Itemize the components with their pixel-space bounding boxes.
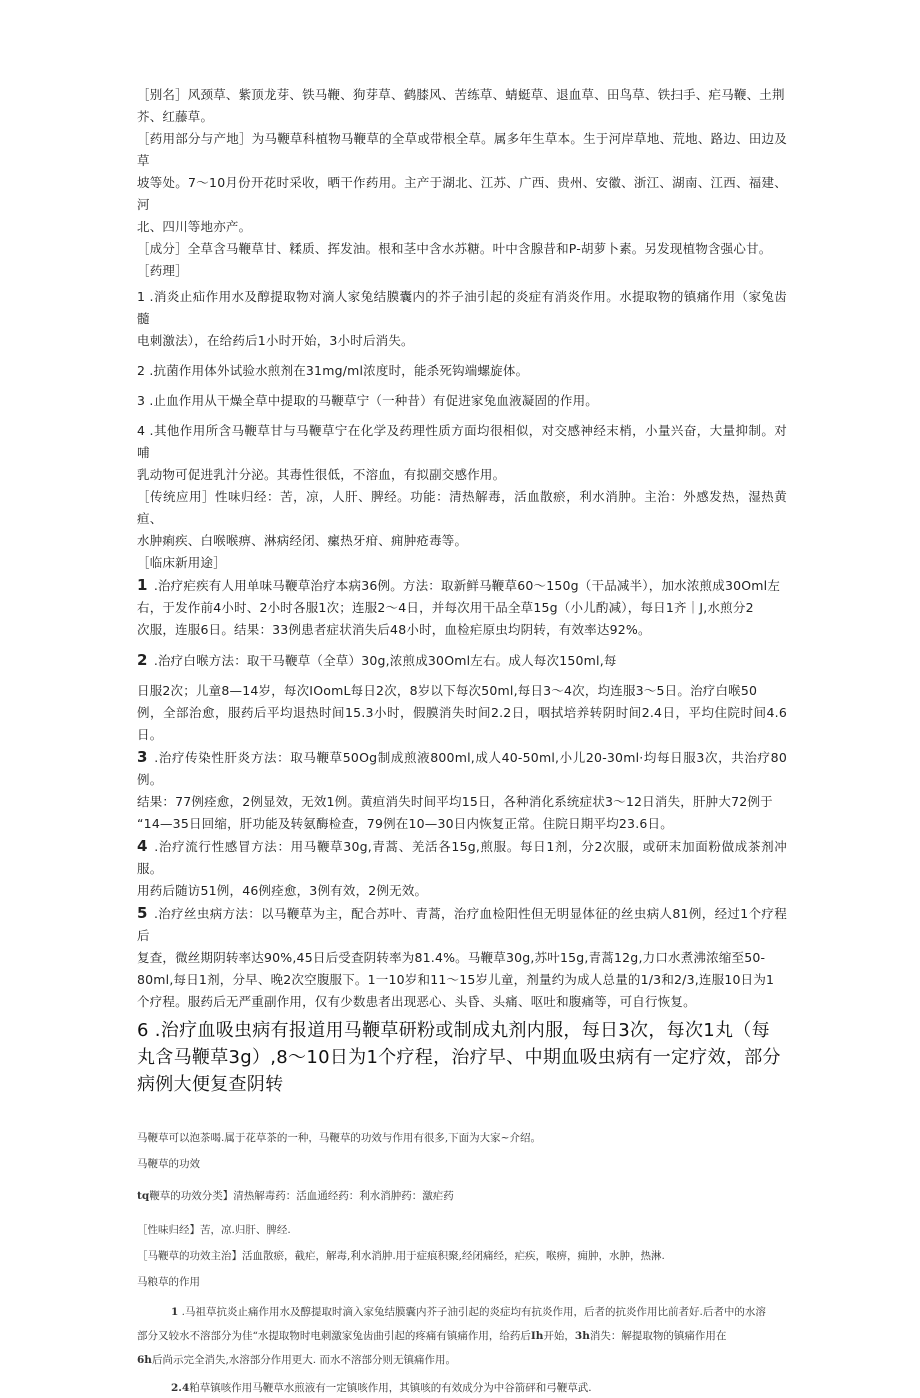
item-number: 1 [137,576,148,594]
section-spacer [137,1098,787,1128]
item-text: 开始， [543,1330,575,1342]
effect-heading: 马粮草的作用 [137,1276,200,1288]
dose-hours: Ih [530,1330,544,1342]
dose-hours: 6h [137,1354,152,1366]
tea-intro: 马鞭草可以泡茶喝.属于花草茶的一种，马鞭草的功效与作用有很多,下面为大家~介绍。 [137,1132,541,1144]
pharmacology-item-3 [137,390,787,412]
clinical-item-2 [137,649,787,672]
item-text: 复查，微丝期阴转率达90%,45日后受查阴转率为81.4%。马鞭草30g,苏叶15g,青蒿12g,力口水煮沸浓缩至50- [137,950,766,965]
item-text: 日服2次；儿童8—14岁，每次IOomL每日2次，8岁以下每次50ml,每日3〜4次，均连服3〜5日。治疗白喉50 [137,683,758,698]
pharmacology-item-2 [137,360,787,382]
item-number: 3 [137,748,148,766]
origin-line-3: 北、四川等地亦产。 [137,219,252,234]
item-text: .治疗流行性感冒方法：用马鞭草30g,青蒿、羌活各15g,煎服。每日1剂，分2次服，或研末加面粉做成茶剂冲服。 [137,839,787,876]
traditional-use-paragraph [137,486,787,552]
item-text: .止血作用从干燥全草中提取的马鞭草宁（一种昔）有促进家兔血液凝固的作用。 [145,393,599,408]
clinical-item-6 [137,1017,787,1098]
component-paragraph: ［成分］全草含马鞭草甘、糅质、挥发油。根和茎中含水苏糖。叶中含腺昔和P-胡萝卜素。另发现植物含强心甘。 [137,241,772,256]
origin-line-2: 坡等处。7〜10月份开花时采收，晒干作药用。主产于湖北、江苏、广西、贵州、安徽、浙江、湖南、江西、福建、河 [137,175,787,212]
item-number: 5 [137,904,148,922]
item-text: 右，于发作前4小时、2小时各服1次；连服2〜4日，并每次用干品全草15g（小儿酌减），每日1齐｜J,水煎分2 [137,600,754,615]
pharmacology-item-4 [137,420,787,486]
clinical-item-5 [137,902,787,1013]
taste-meridian: ［性味归经】苦，凉.归肝、脾经. [137,1224,291,1236]
item-text: 丸含马鞭草3g）,8〜10日为1个疗程，治疗早、中期血吸虫病有一定疗效，部分 [137,1047,781,1068]
pharmacology-heading: ［药理］ [137,263,188,278]
item-text: 电刺激法），在给药后1小时开始，3小时后消失。 [137,333,414,348]
item-text: .消炎止疝作用水及醇提取物对滴人家兔结膜囊内的芥子油引起的炎症有消炎作用。水提取物的镇痛作用（家兔齿髓 [137,289,787,326]
efficacy-class-text: 鞭草的功效分类】清热解毒药：活血通经药：利水消肿药：激疟药 [149,1190,454,1202]
item-text: 病例大便复查阴转 [137,1074,284,1095]
item-text: .抗菌作用体外试验水煎剂在31mg/ml浓度时，能杀死钩端螺旋体。 [145,363,529,378]
item-number: 3 [137,393,146,408]
item-text: .马祖草抗炎止痛作用水及醇提取时滴入家兔结膜囊内芥子油引起的炎症均有抗炎作用，后者的抗炎作用比前者好.后者中的水溶 [178,1306,766,1318]
alias-paragraph [137,84,787,128]
item-text: .其他作用所含马鞭草甘与马鞭草宁在化学及药理性质方面均很相似，对交感神经末梢，小量兴奋，大量抑制。对哺 [137,423,787,460]
item-number: 2.4 [171,1382,190,1394]
item-text: 个疗程。服药后无严重副作用，仅有少数患者出现恶心、头昏、头痛、呕吐和腹痛等，可自行恢复。 [137,994,696,1009]
item-number: 1 [171,1306,179,1318]
item-text: 例，全部治愈，服药后平均退热时间15.3小时，假膜消失时间2.2日，咽拭培养转阴时间2.4日，平均住院时间4.6日。 [137,705,787,742]
clinical-item-3 [137,746,787,835]
clinical-item-1 [137,574,787,641]
item-text: .治疗丝虫病方法：以马鞭草为主，配合苏叶、青蒿，治疗血检阳性但无明显体征的丝虫病人81例，经过1个疗程后 [137,906,787,943]
clinical-item-2-continued [137,680,787,746]
effect-item-1 [137,1300,787,1372]
item-text: 部分又较水不溶部分为佳“水提取物时电刺激家兔齿曲引起的疼痛有镇痛作用，给药后 [137,1330,531,1342]
item-number: 2 [137,363,146,378]
item-text: 6 .治疗血吸虫病有报道用马鞭草研粉或制成丸剂内服，每日3次，每次1丸（每 [137,1020,770,1041]
item-text: 粕草镇咳作用马鞭草水煎液有一定镇咳作用，其镇咳的有效成分为中谷箭砰和弓鞭草武. [189,1382,592,1394]
clinical-item-4 [137,835,787,902]
item-number: 1 [137,289,146,304]
origin-line-1: ［药用部分与产地］为马鞭草科植物马鞭草的全草或带根全草。属多年生草本。生于河岸草地、荒地、路边、田边及草 [137,131,787,168]
item-text: “14—35日回缩，肝功能及转氨酶检查，79例在10—30日内恢复正常。住院日期平均23.6日。 [137,816,673,831]
item-text: 后尚示完全消失,水溶部分作用更大. 而水不溶部分则无镇痛作用。 [151,1354,456,1366]
alias-line-2: 芥、红藤草。 [137,109,214,124]
item-text: 80ml,每日1剂，分早、晚2次空腹服下。1一10岁和11〜15岁儿童，剂量约为成人总量的1/3和2/3,连服10日为1 [137,972,775,987]
traditional-line-2: 水肿痢疾、白喉喉痹、淋病经闭、瘰热牙疳、痈肿疮毒等。 [137,533,468,548]
efficacy-heading: 马鞭草的功效 [137,1158,200,1170]
item-text: 次服，连服6日。结果：33例患者症状消失后48小时，血检疟原虫均阴转，有效率达92%。 [137,622,651,637]
item-text: 结果：77例痊愈，2例显效，无效1例。黄疸消失时间平均15日，各种消化系统症状3〜12日消失，肝肿大72例于 [137,794,773,809]
document-page [137,84,787,1398]
dose-hours: 3h [574,1330,590,1342]
item-text: 乳动物可促进乳汁分泌。其毒性很低，不溶血，有拟副交感作用。 [137,467,506,482]
effect-item-2 [137,1378,787,1398]
clinical-heading: ［临床新用途］ [137,555,226,570]
origin-paragraph [137,128,787,238]
efficacy-class [137,1186,787,1206]
item-text: .治疗疟疾有人用单味马鞭草治疗本病36例。方法：取新鲜马鞭草60〜150g（干品减半），加水浓煎成30Oml左 [149,578,781,593]
alias-line-1: ［别名］风颈草、紫顶龙芽、铁马鞭、狗芽草、鹤膝风、苦练草、蜻蜓草、退血草、田鸟草、铁扫手、疟马鞭、土荆 [137,87,785,102]
item-number: 2 [137,651,148,669]
item-text: 消失：解提取物的镇痛作用在 [589,1330,727,1342]
item-text: .治疗白喉方法：取干马鞭草（全草）30g,浓煎成30Oml左右。成人每次150ml,每 [149,653,617,668]
item-number: 4 [137,837,148,855]
item-text: .治疗传染性肝炎方法：取马鞭草50Og制成煎液800ml,成人40-50ml,小儿20-30ml·均每日服3次，共治疗80例。 [137,750,787,787]
garbled-prefix: tq [137,1190,150,1202]
item-number: 4 [137,423,146,438]
pharmacology-item-1 [137,286,787,352]
item-text: 用药后随访51例，46例痊愈，3例有效，2例无效。 [137,883,428,898]
traditional-line-1: ［传统应用］性味归经：苦，凉，人肝、脾经。功能：清热解毒，活血散瘀，利水消肿。主治：外感发热，湿热黄疸、 [137,489,787,526]
main-indications: ［马鞭草的功效主治】活血散瘀，截疟，解毒,利水消肿.用于症痕积聚,经闭痛经，疟疾，喉痹，痈肿，水肿，热淋. [137,1250,665,1262]
